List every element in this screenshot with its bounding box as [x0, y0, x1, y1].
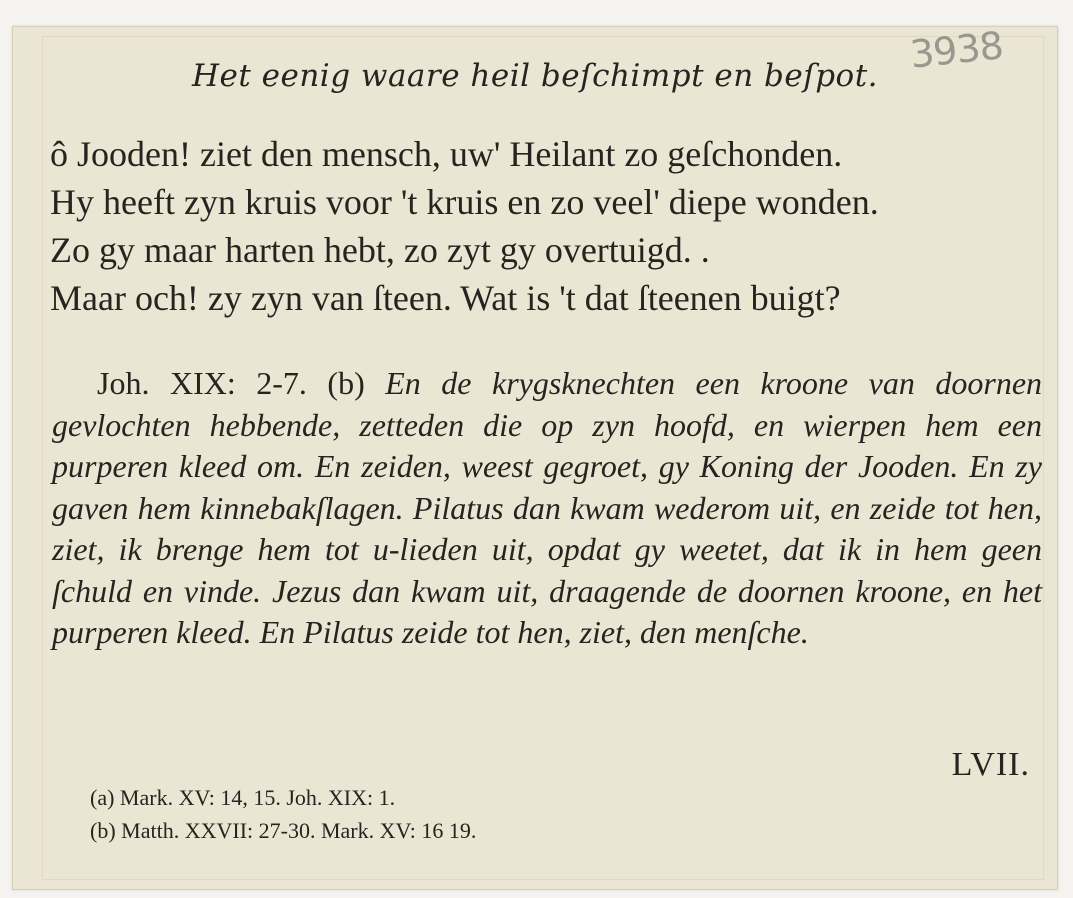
- footnotes: [90, 781, 476, 847]
- scripture-passage: [52, 363, 1042, 654]
- pencil-number: 3938: [907, 23, 1005, 77]
- verse-line: Maar och! zy zyn van ſteen. Wat is 't dat ſteenen buigt?: [50, 278, 841, 318]
- verse-line: Zo gy maar harten hebt, zo zyt gy overtuigd. .: [50, 230, 710, 270]
- footnote-a: (a) Mark. XV: 14, 15. Joh. XIX: 1.: [90, 785, 396, 810]
- passage-reference: Joh. XIX: 2-7. (b): [97, 365, 365, 401]
- verse-block: [50, 130, 1040, 322]
- page-title: Het eenig waare heil beſchimpt en beſpot.: [191, 58, 879, 94]
- plate-number: LVII.: [951, 746, 1030, 783]
- verse-line: ô Jooden! ziet den mensch, uw' Heilant zo geſchonden.: [50, 134, 843, 174]
- verse-line: Hy heeft zyn kruis voor 't kruis en zo veel' diepe wonden.: [50, 182, 879, 222]
- paper-sheet: [12, 23, 1058, 890]
- passage-text: En de krygsknechten een kroone van doornen gevlochten hebbende, zetteden die op zyn hoofd, en wierpen hem een purperen kleed om. En zeiden, weest gegroet, gy Koning der Jooden. En zy gaven hem kinnebakſlagen. Pilatus dan kwam wederom uit, en zeide tot hen, ziet, ik brenge hem tot u-lieden uit, opdat gy weetet, dat ik in hem geen ſchuld en vinde. Jezus dan kwam uit, draagende de doornen kroone, en het purperen kleed. En Pilatus zeide tot hen, ziet, den menſche.: [52, 365, 1043, 650]
- footnote-b: (b) Matth. XXVII: 27-30. Mark. XV: 16 19.: [90, 818, 477, 843]
